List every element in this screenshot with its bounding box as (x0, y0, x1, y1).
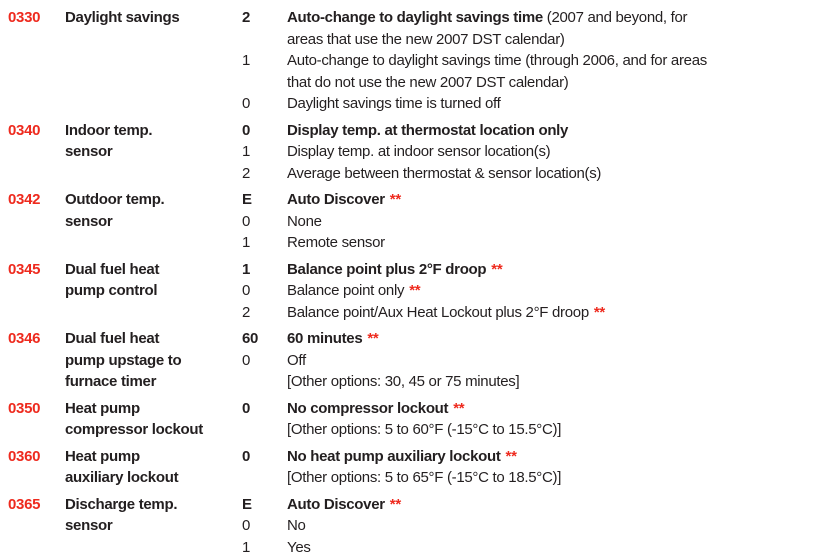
option-description-bold-text: Auto Discover (287, 191, 385, 208)
option-value: 0 (242, 515, 287, 537)
option-description (287, 29, 818, 51)
option-description-text: No (287, 517, 306, 534)
setting-label-line: Dual fuel heat (65, 259, 242, 281)
setting-code: 0350 (8, 398, 65, 420)
option-description-column (287, 7, 818, 115)
option-description-text: Display temp. at indoor sensor location(s) (287, 143, 550, 160)
setting-block (8, 259, 818, 324)
option-description-bold-text: Display temp. at thermostat location only (287, 122, 568, 139)
option-description-column (287, 494, 818, 558)
setting-block (8, 494, 818, 558)
option-description-bold-text: 60 minutes (287, 330, 362, 347)
setting-label-line: sensor (65, 211, 242, 233)
setting-code: 0365 (8, 494, 65, 516)
setting-block (8, 398, 818, 441)
option-description-text: Yes (287, 539, 311, 556)
option-description-column (287, 259, 818, 324)
option-value (242, 419, 287, 441)
option-description (287, 163, 818, 185)
option-description-bold-text: Auto Discover (287, 496, 385, 513)
option-value (242, 72, 287, 94)
factory-default-asterisks: ** (390, 496, 401, 513)
option-description (287, 515, 818, 537)
option-description-column (287, 189, 818, 254)
option-description (287, 467, 818, 489)
option-value (242, 29, 287, 51)
option-value: 1 (242, 259, 287, 281)
option-description-text: Average between thermostat & sensor location(s) (287, 165, 601, 182)
setting-block (8, 189, 818, 254)
factory-default-asterisks: ** (367, 330, 378, 347)
setting-label-line: pump control (65, 280, 242, 302)
setting-label-line: compressor lockout (65, 419, 242, 441)
option-description (287, 93, 818, 115)
option-description (287, 232, 818, 254)
option-description-text: None (287, 213, 322, 230)
option-description (287, 494, 818, 516)
option-description (287, 371, 818, 393)
setting-label-line: sensor (65, 141, 242, 163)
setting-code-column (8, 7, 65, 115)
setting-label-column (65, 259, 242, 324)
option-description (287, 189, 818, 211)
factory-default-asterisks: ** (594, 304, 605, 321)
option-description-text: areas that use the new 2007 DST calendar) (287, 31, 565, 48)
option-description (287, 328, 818, 350)
setting-code: 0330 (8, 7, 65, 29)
setting-block (8, 446, 818, 489)
setting-block (8, 120, 818, 185)
option-description (287, 72, 818, 94)
option-description (287, 50, 818, 72)
option-description-text: Daylight savings time is turned off (287, 95, 501, 112)
option-value-column (242, 189, 287, 254)
option-value (242, 371, 287, 393)
setting-code: 0342 (8, 189, 65, 211)
option-description (287, 302, 818, 324)
option-value-column (242, 120, 287, 185)
setting-label-line: sensor (65, 515, 242, 537)
option-value: E (242, 189, 287, 211)
option-value (242, 467, 287, 489)
setting-label-line: Outdoor temp. (65, 189, 242, 211)
option-description-column (287, 328, 818, 393)
setting-code-column (8, 494, 65, 558)
setting-label-column (65, 189, 242, 254)
option-value: 0 (242, 120, 287, 142)
setting-label-line: Discharge temp. (65, 494, 242, 516)
setting-code-column (8, 328, 65, 393)
option-value: 2 (242, 7, 287, 29)
option-value: 1 (242, 232, 287, 254)
setting-label-column (65, 7, 242, 115)
option-description (287, 120, 818, 142)
setting-code-column (8, 398, 65, 441)
option-description (287, 211, 818, 233)
option-description-text: Remote sensor (287, 234, 385, 251)
option-description-bold-text: No heat pump auxiliary lockout (287, 448, 501, 465)
factory-default-asterisks: ** (409, 282, 420, 299)
setting-label-line: pump upstage to (65, 350, 242, 372)
setting-label-line: Daylight savings (65, 7, 242, 29)
option-value: 1 (242, 50, 287, 72)
option-description-column (287, 446, 818, 489)
factory-default-asterisks: ** (453, 400, 464, 417)
option-description (287, 280, 818, 302)
option-value: 2 (242, 163, 287, 185)
setting-code-column (8, 189, 65, 254)
option-description (287, 259, 818, 281)
setting-label-column (65, 446, 242, 489)
option-value: 0 (242, 350, 287, 372)
option-description-column (287, 120, 818, 185)
option-value: 2 (242, 302, 287, 324)
option-description (287, 7, 818, 29)
option-value: 0 (242, 398, 287, 420)
setting-code: 0345 (8, 259, 65, 281)
option-description-text: Auto-change to daylight savings time (through 2006, and for areas (287, 52, 707, 69)
setting-code: 0346 (8, 328, 65, 350)
setting-label-line: Indoor temp. (65, 120, 242, 142)
setting-code: 0360 (8, 446, 65, 468)
option-value-column (242, 398, 287, 441)
option-value: 1 (242, 537, 287, 558)
setting-label-column (65, 120, 242, 185)
setting-label-column (65, 328, 242, 393)
setting-label-column (65, 398, 242, 441)
option-description (287, 398, 818, 420)
option-value-column (242, 259, 287, 324)
setting-label-line: furnace timer (65, 371, 242, 393)
option-value-column (242, 446, 287, 489)
option-value: 0 (242, 211, 287, 233)
setting-code-column (8, 120, 65, 185)
option-description-text: Off (287, 352, 306, 369)
option-description-text: (2007 and beyond, for (543, 9, 687, 26)
option-value: 0 (242, 446, 287, 468)
option-value-column (242, 494, 287, 558)
option-description-text: [Other options: 30, 45 or 75 minutes] (287, 373, 519, 390)
option-description (287, 446, 818, 468)
option-description (287, 350, 818, 372)
option-description (287, 141, 818, 163)
option-value: 60 (242, 328, 287, 350)
option-description-column (287, 398, 818, 441)
option-description-text: [Other options: 5 to 65°F (-15°C to 18.5°C)] (287, 469, 561, 486)
option-description-text: [Other options: 5 to 60°F (-15°C to 15.5°C)] (287, 421, 561, 438)
setting-code: 0340 (8, 120, 65, 142)
setting-label-line: Heat pump (65, 398, 242, 420)
setting-code-column (8, 259, 65, 324)
option-description-bold-text: No compressor lockout (287, 400, 448, 417)
setting-code-column (8, 446, 65, 489)
setting-label-line: Heat pump (65, 446, 242, 468)
factory-default-asterisks: ** (390, 191, 401, 208)
setting-block (8, 328, 818, 393)
option-description-bold-text: Auto-change to daylight savings time (287, 9, 543, 26)
factory-default-asterisks: ** (506, 448, 517, 465)
option-value-column (242, 7, 287, 115)
option-description-text: that do not use the new 2007 DST calendar) (287, 74, 568, 91)
setting-label-column (65, 494, 242, 558)
option-value: E (242, 494, 287, 516)
option-description (287, 419, 818, 441)
setting-label-line: Dual fuel heat (65, 328, 242, 350)
option-value: 0 (242, 93, 287, 115)
option-value: 1 (242, 141, 287, 163)
option-description-text: Balance point/Aux Heat Lockout plus 2°F droop (287, 304, 589, 321)
option-value: 0 (242, 280, 287, 302)
factory-default-asterisks: ** (491, 261, 502, 278)
option-description-bold-text: Balance point plus 2°F droop (287, 261, 486, 278)
option-value-column (242, 328, 287, 393)
option-description-text: Balance point only (287, 282, 404, 299)
setting-block (8, 7, 818, 115)
setting-label-line: auxiliary lockout (65, 467, 242, 489)
